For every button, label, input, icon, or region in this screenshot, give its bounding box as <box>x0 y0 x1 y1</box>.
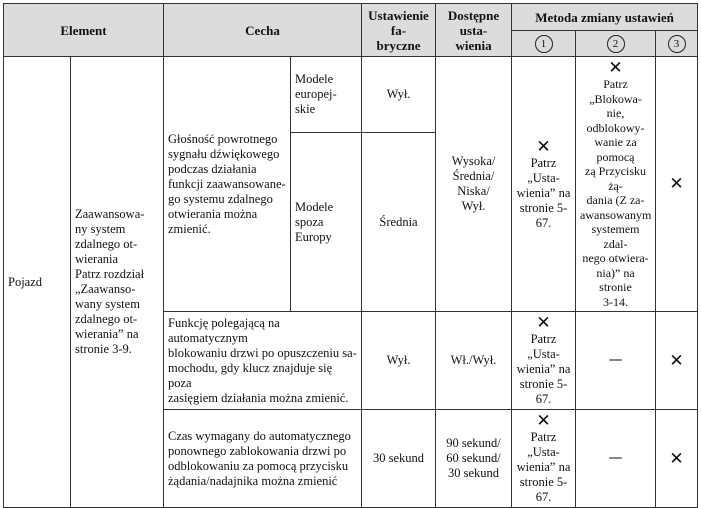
method1-cell <box>512 312 576 410</box>
header-available-settings: Dostępne usta- wienia <box>436 4 512 57</box>
cross-icon: ✕ <box>536 411 551 431</box>
cross-icon: ✕ <box>669 448 684 469</box>
method-3-circle: 3 <box>668 35 686 53</box>
cross-icon: ✕ <box>536 136 551 157</box>
feature-return-beep-volume: Głośność powrotnego sygnału dźwiękowego podczas działania funkcji zaawansowane- go systemu zdalnego otwierania można zmienić. <box>164 57 291 312</box>
dash-mark: — <box>608 352 623 368</box>
cross-icon: ✕ <box>669 350 684 371</box>
method3-cell <box>656 57 698 312</box>
available-auto-lock: Wł./Wył. <box>436 312 512 410</box>
header-change-method: Metoda zmiany ustawień <box>512 4 698 31</box>
method2-reference: Patrz „Blokowa- nie, odblokowy- wanie za pomocą zą Przycisku żą- dania (Z za- awansowanym systemem zdal- nego otwiera- nia)” na stronie 3-14. <box>580 77 652 309</box>
factory-relock-time: 30 sekund <box>362 410 436 508</box>
cross-icon: ✕ <box>669 174 684 194</box>
method1-reference: Patrz „Usta- wienia” na stronie 5-67. <box>516 155 571 230</box>
element-sub: Zaawansowa- ny system zdalnego ot- wierania Patrz rozdział „Zaawanso- wany system zdalnego ot- wierania” na stronie 3-9. <box>71 57 164 508</box>
feature-auto-relock-time: Czas wymagany do automatycznego ponownego zablokowania drzwi po odblokowaniu za pomocą przycisku żądania/nadajnika można zmienić <box>164 410 362 508</box>
settings-table <box>3 3 698 508</box>
method1-reference: Patrz „Usta- wienia” na stronie 5-67. <box>516 430 571 504</box>
feature-auto-lock: Funkcję polegającą na automatycznym blokowaniu drzwi po opuszczeniu sa- mochodu, gdy klucz znajduje się poza zasięgiem działania można zmienić. <box>164 312 362 410</box>
element-main: Pojazd <box>4 57 71 508</box>
cross-icon: ✕ <box>536 313 551 333</box>
factory-auto-lock: Wył. <box>362 312 436 410</box>
header-row-1 <box>4 4 698 31</box>
dash-mark: — <box>608 450 623 466</box>
method1-cell <box>512 57 576 312</box>
header-feature: Cecha <box>164 4 362 57</box>
factory-non-european: Średnia <box>362 133 436 312</box>
header-factory-setting: Ustawienie fa- bryczne <box>362 4 436 57</box>
method-1-circle: 1 <box>535 35 553 53</box>
available-volume: Wysoka/ Średnia/ Niska/ Wył. <box>436 57 512 312</box>
method3-cell <box>656 312 698 410</box>
header-method-1 <box>512 31 576 57</box>
header-element: Element <box>4 4 164 57</box>
method3-cell <box>656 410 698 508</box>
table-row <box>4 57 698 133</box>
factory-european: Wył. <box>362 57 436 133</box>
cross-icon: ✕ <box>608 58 623 78</box>
method1-reference: Patrz „Usta- wienia” na stronie 5-67. <box>516 332 571 406</box>
market-non-european: Modele spoza Europy <box>291 133 362 312</box>
available-relock-time: 90 sekund/ 60 sekund/ 30 sekund <box>436 410 512 508</box>
market-european: Modele europej- skie <box>291 57 362 133</box>
method1-cell <box>512 410 576 508</box>
header-method-2 <box>576 31 656 57</box>
header-method-3 <box>656 31 698 57</box>
method2-cell <box>576 312 656 410</box>
method2-cell <box>576 57 656 312</box>
method-2-circle: 2 <box>607 35 625 53</box>
method2-cell <box>576 410 656 508</box>
